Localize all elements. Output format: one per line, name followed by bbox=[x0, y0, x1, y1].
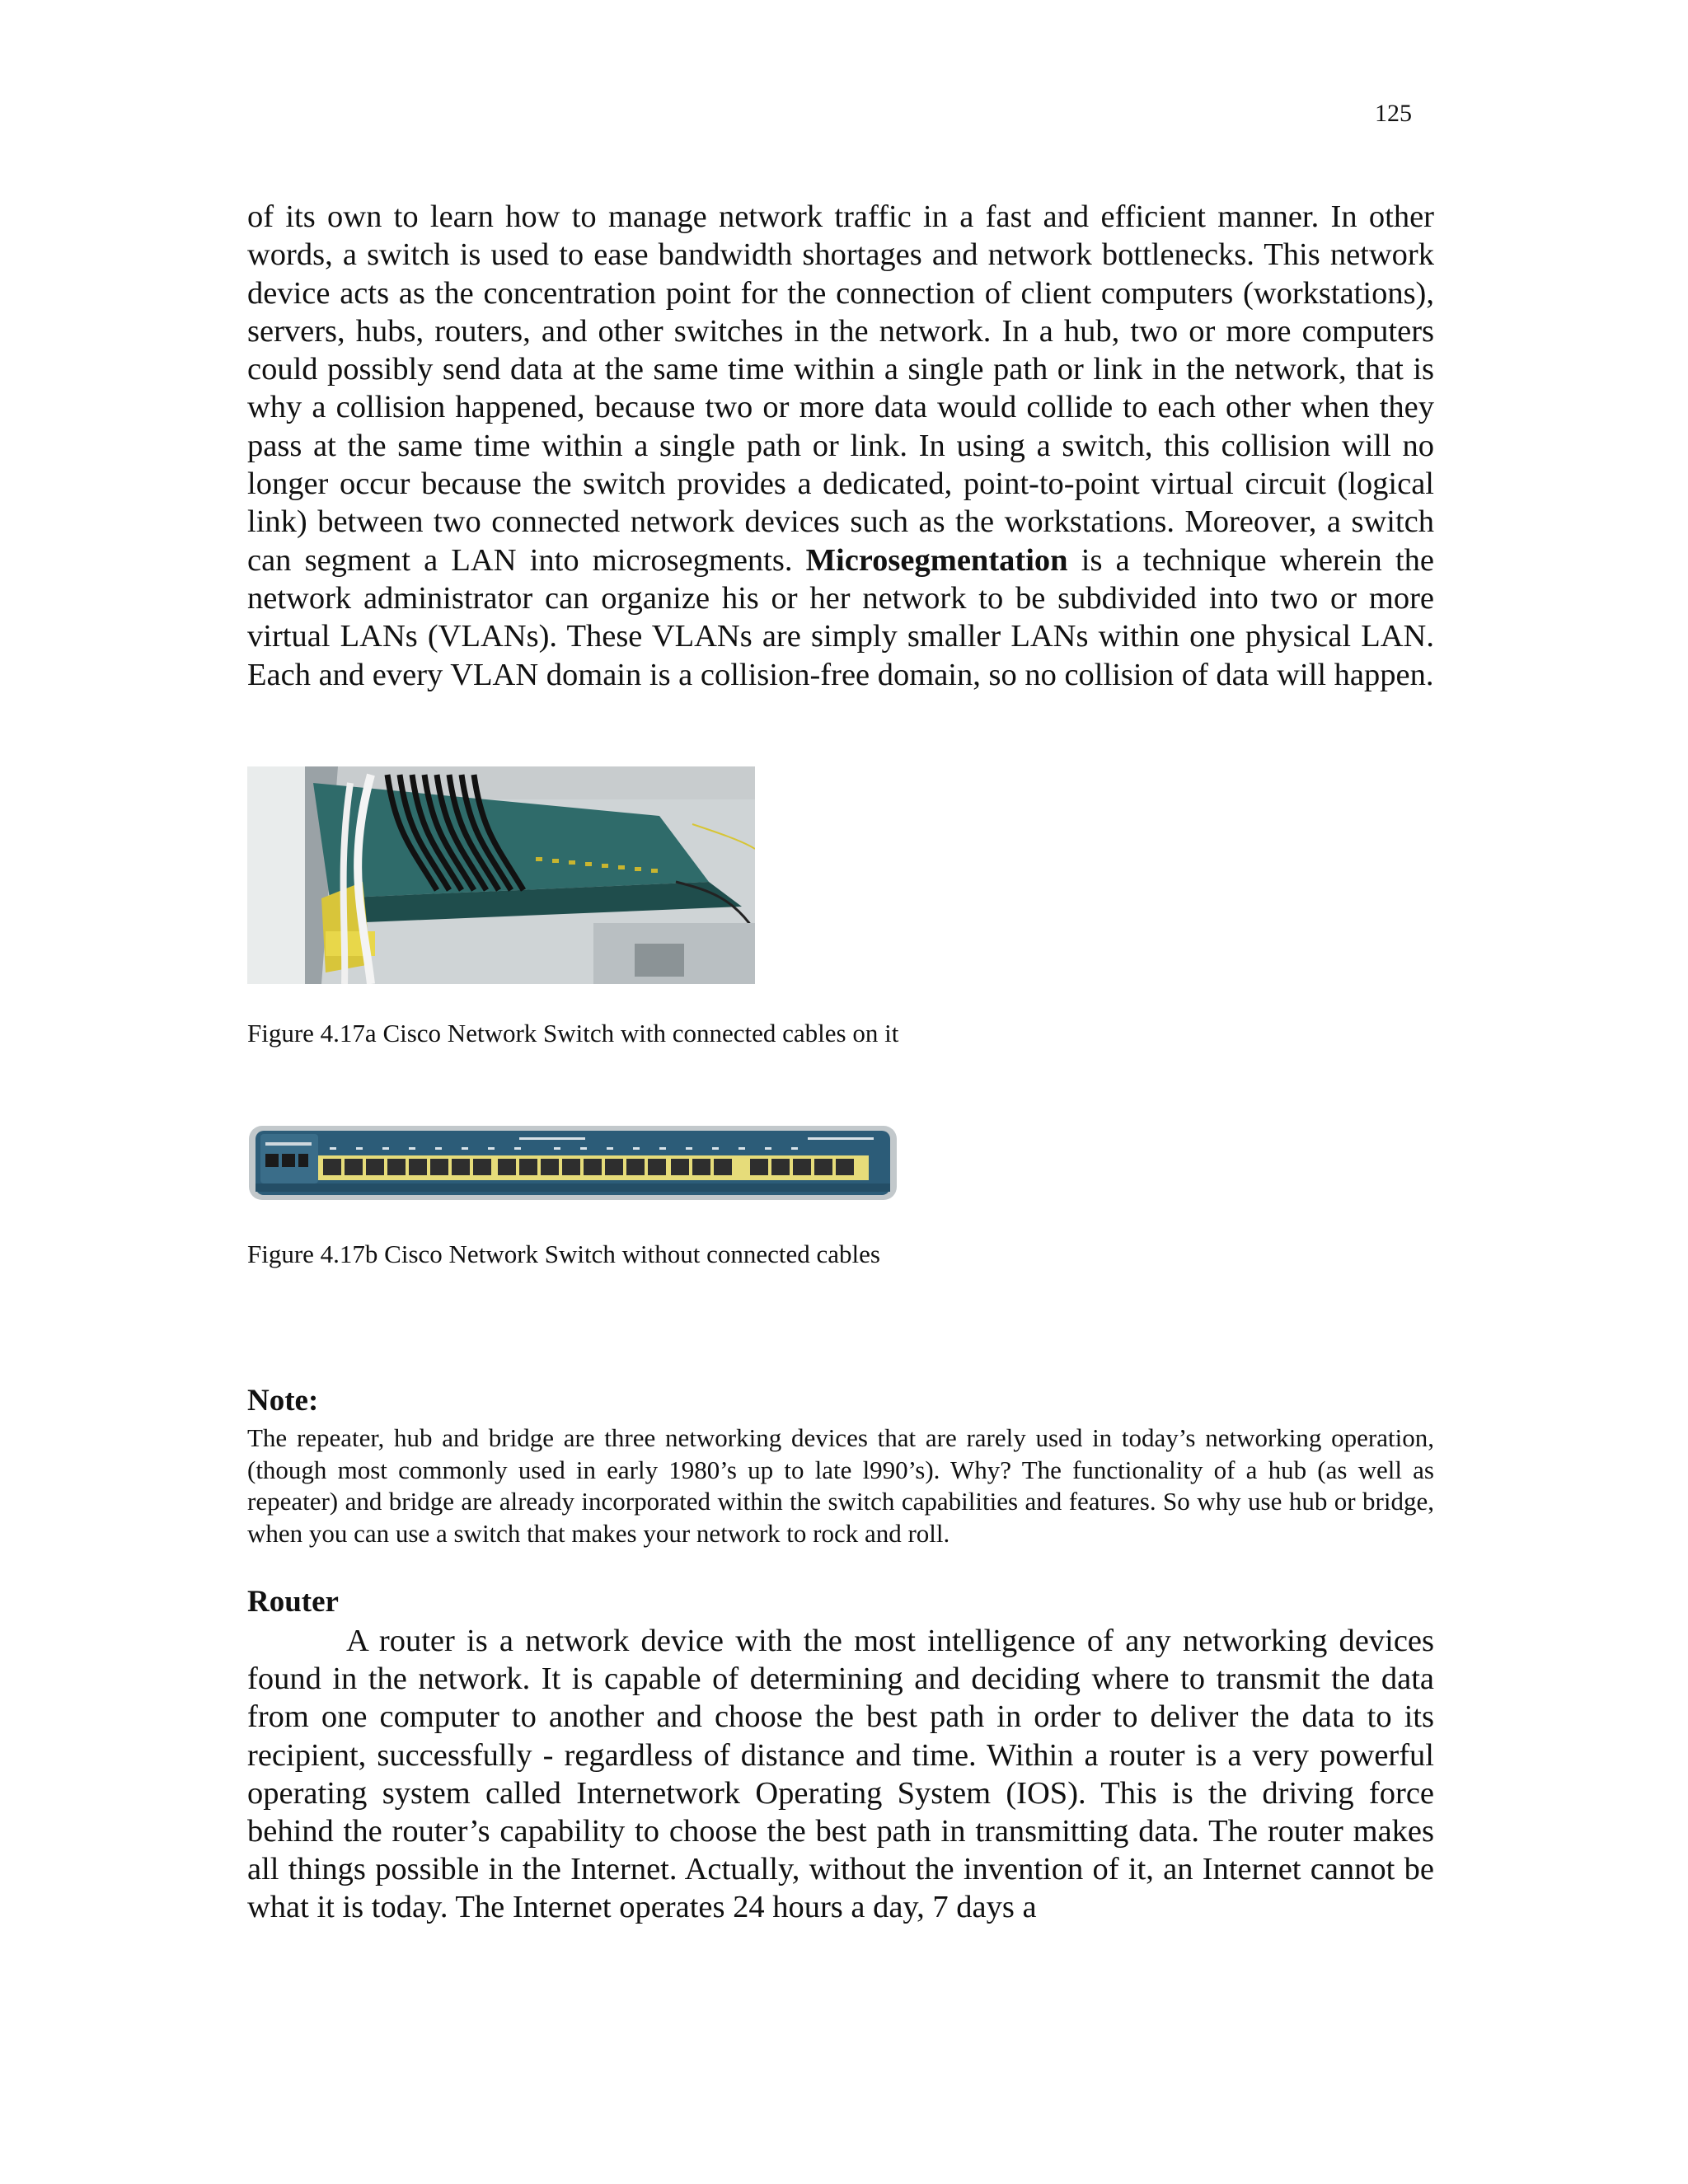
switch-paragraph-text-continued: is a technique wherein the network administrator can organize his or her network to be subdivided into two or more virtual LANs (VLANs). These VLANs are simply smaller LANs within one physical LAN. Each and every VLAN domain is a collision-free domain, so no collision of data will happen. bbox=[247, 542, 1434, 692]
cisco-switch-with-cables-photo bbox=[247, 766, 755, 984]
router-heading: Router bbox=[247, 1585, 339, 1619]
figure-a-caption: Figure 4.17a Cisco Network Switch with connected cables on it bbox=[247, 1019, 899, 1047]
page-number: 125 bbox=[1375, 100, 1412, 127]
switch-paragraph-text: of its own to learn how to manage network traffic in a fast and efficient manner. In other words, a switch is used to ease bandwidth shortages and network bottlenecks. This network device acts as the concentration point for the connection of client computers (workstations), servers, hubs, routers, and other switches in the network. In a hub, two or more computers could possibly send data at the same time within a single path or link in the network, that is why a collision happened, because two or more data would collide to each other when they pass at the same time within a single path or link. In using a switch, this collision will no longer occur because the switch provides a dedicated, point-to-point virtual circuit (logical link) between two connected network devices such as the workstations. Moreover, a switch can segment a LAN into microsegments. bbox=[247, 199, 1434, 578]
note-heading: Note: bbox=[247, 1384, 319, 1418]
microsegmentation-term: Microsegmentation bbox=[805, 542, 1068, 578]
cisco-switch-front-panel-photo bbox=[247, 1122, 900, 1203]
router-body: A router is a network device with the most intelligence of any networking devices found in the network. It is capable of determining and deciding where to transmit the data from one computer to another and choose the best path in order to deliver the data to its recipient, successfully - regardless of distance and time. Within a router is a very powerful operating system called Internetwork Operating System (IOS). This is the driving force behind the router’s capability to choose the best path in transmitting data. The router makes all things possible in the Internet. Actually, without the invention of it, an Internet cannot be what it is today. The Internet operates 24 hours a day, 7 days a bbox=[247, 1624, 1434, 1925]
switch-paragraph bbox=[247, 198, 1434, 694]
figure-b-caption: Figure 4.17b Cisco Network Switch without connected cables bbox=[247, 1240, 880, 1268]
note-body: The repeater, hub and bridge are three networking devices that are rarely used in today’s networking operation, (though most commonly used in early 1980’s up to late l990’s). Why? The functionality of a hub (as well as repeater) and bridge are already incorporated within the switch capabilities and features. So why use hub or bridge, when you can use a switch that makes your network to rock and roll. bbox=[247, 1423, 1434, 1549]
